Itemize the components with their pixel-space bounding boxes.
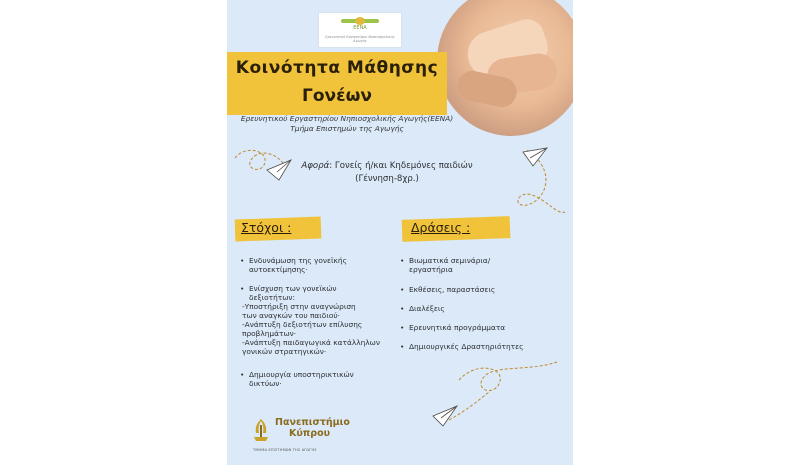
university-name-line-1: Πανεπιστήμιο: [275, 417, 350, 428]
action-item: [409, 304, 445, 313]
eena-logo-name: ΕΕΝΑ: [353, 25, 367, 31]
action-text: εργαστήρια: [409, 265, 453, 274]
university-logo: [247, 413, 365, 453]
paper-plane-icon: [523, 148, 547, 166]
goal-text: δεξιοτήτων:: [249, 293, 296, 302]
audience-label: Αφορά: [301, 161, 330, 171]
goal-subitem: των αναγκών του παιδιού·: [242, 311, 340, 320]
action-text: • Ερευνητικά προγράμματα: [409, 323, 506, 332]
goals-heading: Στόχοι :: [241, 220, 292, 235]
goal-text: • Ενδυνάμωση της γονεϊκής: [249, 256, 347, 265]
eena-logo: [318, 12, 402, 48]
audience-line-2: (Γέννηση-8χρ.): [355, 174, 419, 184]
goal-item: [249, 370, 354, 388]
goal-subitem: -Υποστήριξη στην αναγνώριση: [242, 302, 356, 311]
audience-text: : Γονείς ή/και Κηδεμόνες παιδιών: [329, 161, 473, 171]
action-item: [409, 342, 523, 351]
goal-text: • Ενίσχυση των γονεϊκών: [249, 284, 337, 293]
goal-subitem: γονικών στρατηγικών·: [242, 347, 327, 356]
action-text: • Βιωματικά σεμινάρια/: [409, 256, 491, 265]
goal-subitem: προβλημάτων·: [242, 329, 297, 338]
goal-item: [249, 284, 337, 302]
action-item: [409, 323, 505, 332]
university-name: [275, 417, 350, 439]
action-text: • Εκθέσεις, παραστάσεις: [409, 285, 496, 294]
lab-name: Ερευνητικού Εργαστηρίου Νηπιοσχολικής Αγωγής(ΕΕΝΑ): [240, 114, 454, 123]
goal-subitems: [242, 302, 380, 356]
actions-heading: Δράσεις :: [411, 220, 471, 235]
action-item: [409, 256, 490, 274]
audience-line-1: [267, 161, 507, 171]
goal-subitem: -Ανάπτυξη δεξιοτήτων επίλυσης: [242, 320, 363, 329]
goal-item: [249, 256, 347, 274]
action-text: • Δημιουργικές Δραστηριότητες: [409, 342, 524, 351]
paper-plane-icon: [433, 406, 457, 426]
action-text: • Διαλέξεις: [409, 304, 445, 313]
action-item: [409, 285, 495, 294]
title-line-2: Γονέων: [302, 86, 372, 106]
university-emblem-icon: [251, 417, 271, 443]
goal-text: αυτοεκτίμησης·: [249, 265, 308, 274]
university-name-line-2: Κύπρου: [289, 428, 331, 439]
goal-subitem: -Ανάπτυξη παιδαγωγικά κατάλληλων: [242, 338, 380, 347]
poster: [227, 0, 573, 465]
eena-logo-subtitle: Ερευνητικό Εργαστήριο Νηπιοσχολικής Αγωγής: [325, 35, 395, 43]
title-line-1: Κοινότητα Μάθησης: [235, 58, 439, 78]
goal-text: δικτύων·: [249, 379, 282, 388]
department-name: Τμήμα Επιστημών της Αγωγής: [290, 124, 404, 133]
goal-text: • Δημιουργία υποστηρικτικών: [249, 370, 354, 379]
university-department: ΤΜΗΜΑ ΕΠΙΣΤΗΜΩΝ ΤΗΣ ΑΓΩΓΗΣ: [253, 448, 317, 452]
